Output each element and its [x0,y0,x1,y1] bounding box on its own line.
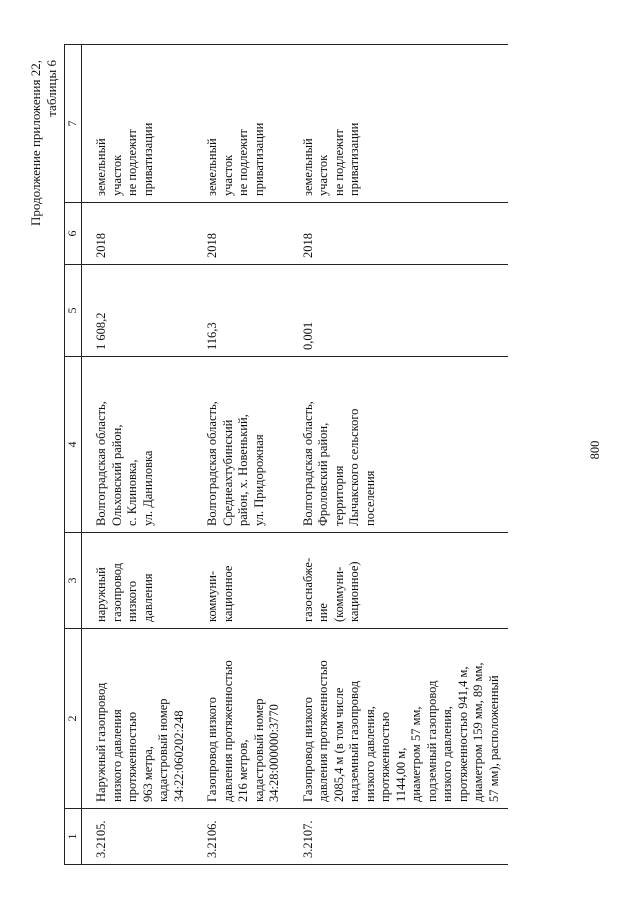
continuation-header [28,60,60,226]
cell-address-line: Волгоградская область, [94,401,108,526]
cell-land-status-line: не подлежит [125,129,139,196]
column-header-3: 3 [65,533,82,629]
cell-object-name-line: 1144,00 м, [393,747,408,802]
cell-address-line: с. Клиновка, [125,459,139,526]
cell-land-status-line: приватизации [347,122,361,196]
cell-land-status-line: земельный [205,138,219,196]
cell-purpose-line: низкого [125,580,139,622]
cell-object-name-line: 216 метров, [236,739,250,802]
cell-object-name-line: протяженностью [125,711,139,802]
cell-purpose [82,533,194,629]
column-number-row [65,45,82,865]
cell-object-name-line: низкого давления, [362,706,377,802]
cell-address-line: Волгоградская область, [300,401,315,526]
cell-object-name [82,629,194,809]
cell-object-name-line: кадастровый номер [156,698,170,802]
column-header-2: 2 [65,629,82,809]
cell-number: 3.2106. [193,809,289,865]
cell-land-status-line: земельный [94,138,108,196]
cell-year: 2018 [289,203,509,265]
cell-value: 1 608,2 [82,265,194,357]
page-number: 800 [588,440,602,460]
cell-object-name-line: 34:28:000000:3770 [267,704,281,802]
cell-land-status-line: земельный [300,138,315,196]
cell-number: 3.2107. [289,809,509,865]
cell-object-name [193,629,289,809]
cell-land-status [82,45,194,203]
cell-object-name [289,629,509,809]
cell-object-name-line: надземный газопровод [347,680,361,802]
cell-object-name-line: давления протяженностью [220,660,235,802]
cell-purpose [289,533,509,629]
cell-object-name-line: диаметром 57 мм, [409,706,423,802]
column-header-6: 6 [65,203,82,265]
cell-address [82,357,194,533]
cell-address-line: Ольховский район, [109,424,124,526]
cell-address-line: поселения [362,470,377,526]
table-row [289,45,509,865]
cell-land-status-line: приватизации [251,122,266,196]
cell-number: 3.2105. [82,809,194,865]
cell-land-status-line: участок [316,154,330,196]
cell-object-name-line: давления протяженностью [316,660,330,802]
cell-object-name-line: диаметром 159 мм, 89 мм, [471,662,485,802]
column-header-1: 1 [65,809,82,865]
cell-purpose-line: (коммуни- [331,566,346,622]
cell-object-name-line: Газопровод низкого [300,696,315,802]
cell-address-line: территория [331,465,346,526]
cell-purpose-line: кационное [220,565,235,622]
cell-land-status-line: приватизации [140,122,155,196]
table-row [82,45,194,865]
property-register-table [64,44,508,865]
cell-object-name-line: кадастровый номер [251,698,266,802]
cell-purpose-line: кационное) [347,561,361,622]
cell-value: 116,3 [193,265,289,357]
cell-purpose-line: наружный [94,567,108,622]
cell-object-name-line: 57 мм), расположенный [486,675,501,802]
cell-purpose-line: коммуни- [205,570,219,622]
cell-land-status [289,45,509,203]
cell-address-line: Волгоградская область, [205,401,219,526]
cell-address-line: район, х. Новенький, [236,414,250,526]
cell-object-name-line: Наружный газопровод [94,682,108,802]
cell-purpose-line: газоснабже- [300,557,315,622]
cell-purpose-line: давления [140,573,155,622]
cell-object-name-line: протяженностью 941,4 м, [455,666,470,802]
cell-object-name-line: подземный газопровод [424,680,439,802]
cell-year: 2018 [82,203,194,265]
table-body [82,45,509,865]
cell-land-status-line: участок [109,154,124,196]
cell-address-line: Лычакского сельского [347,408,361,526]
cell-address-line: ул. Даниловка [140,450,155,526]
cell-object-name-line: 2085,4 м (в том числе [331,687,346,802]
cell-purpose [193,533,289,629]
cell-address [193,357,289,533]
table-row [193,45,289,865]
cell-land-status-line: не подлежит [236,129,250,196]
continuation-line-1: Продолжение приложения 22, [28,60,43,227]
continuation-line-2: таблицы 6 [44,60,59,117]
column-header-5: 5 [65,265,82,357]
column-header-7: 7 [65,45,82,203]
column-header-4: 4 [65,357,82,533]
cell-object-name-line: низкого давления [109,709,124,802]
cell-value: 0,001 [289,265,509,357]
cell-object-name-line: Газопровод низкого [205,696,219,802]
cell-land-status-line: участок [220,154,235,196]
cell-land-status [193,45,289,203]
cell-address-line: Фроловский район, [316,422,330,526]
cell-object-name-line: протяженностью [378,711,392,802]
cell-year: 2018 [193,203,289,265]
cell-object-name-line: 963 метра, [140,746,155,802]
cell-address-line: Среднеахтубинский [220,419,235,526]
cell-object-name-line: 34:22:060202:248 [171,710,186,802]
cell-purpose-line: ние [316,603,330,622]
cell-object-name-line: низкого давления, [440,706,454,802]
cell-address-line: ул. Придорожная [251,434,266,526]
cell-land-status-line: не подлежит [331,129,346,196]
cell-purpose-line: газопровод [109,562,124,622]
cell-address [289,357,509,533]
